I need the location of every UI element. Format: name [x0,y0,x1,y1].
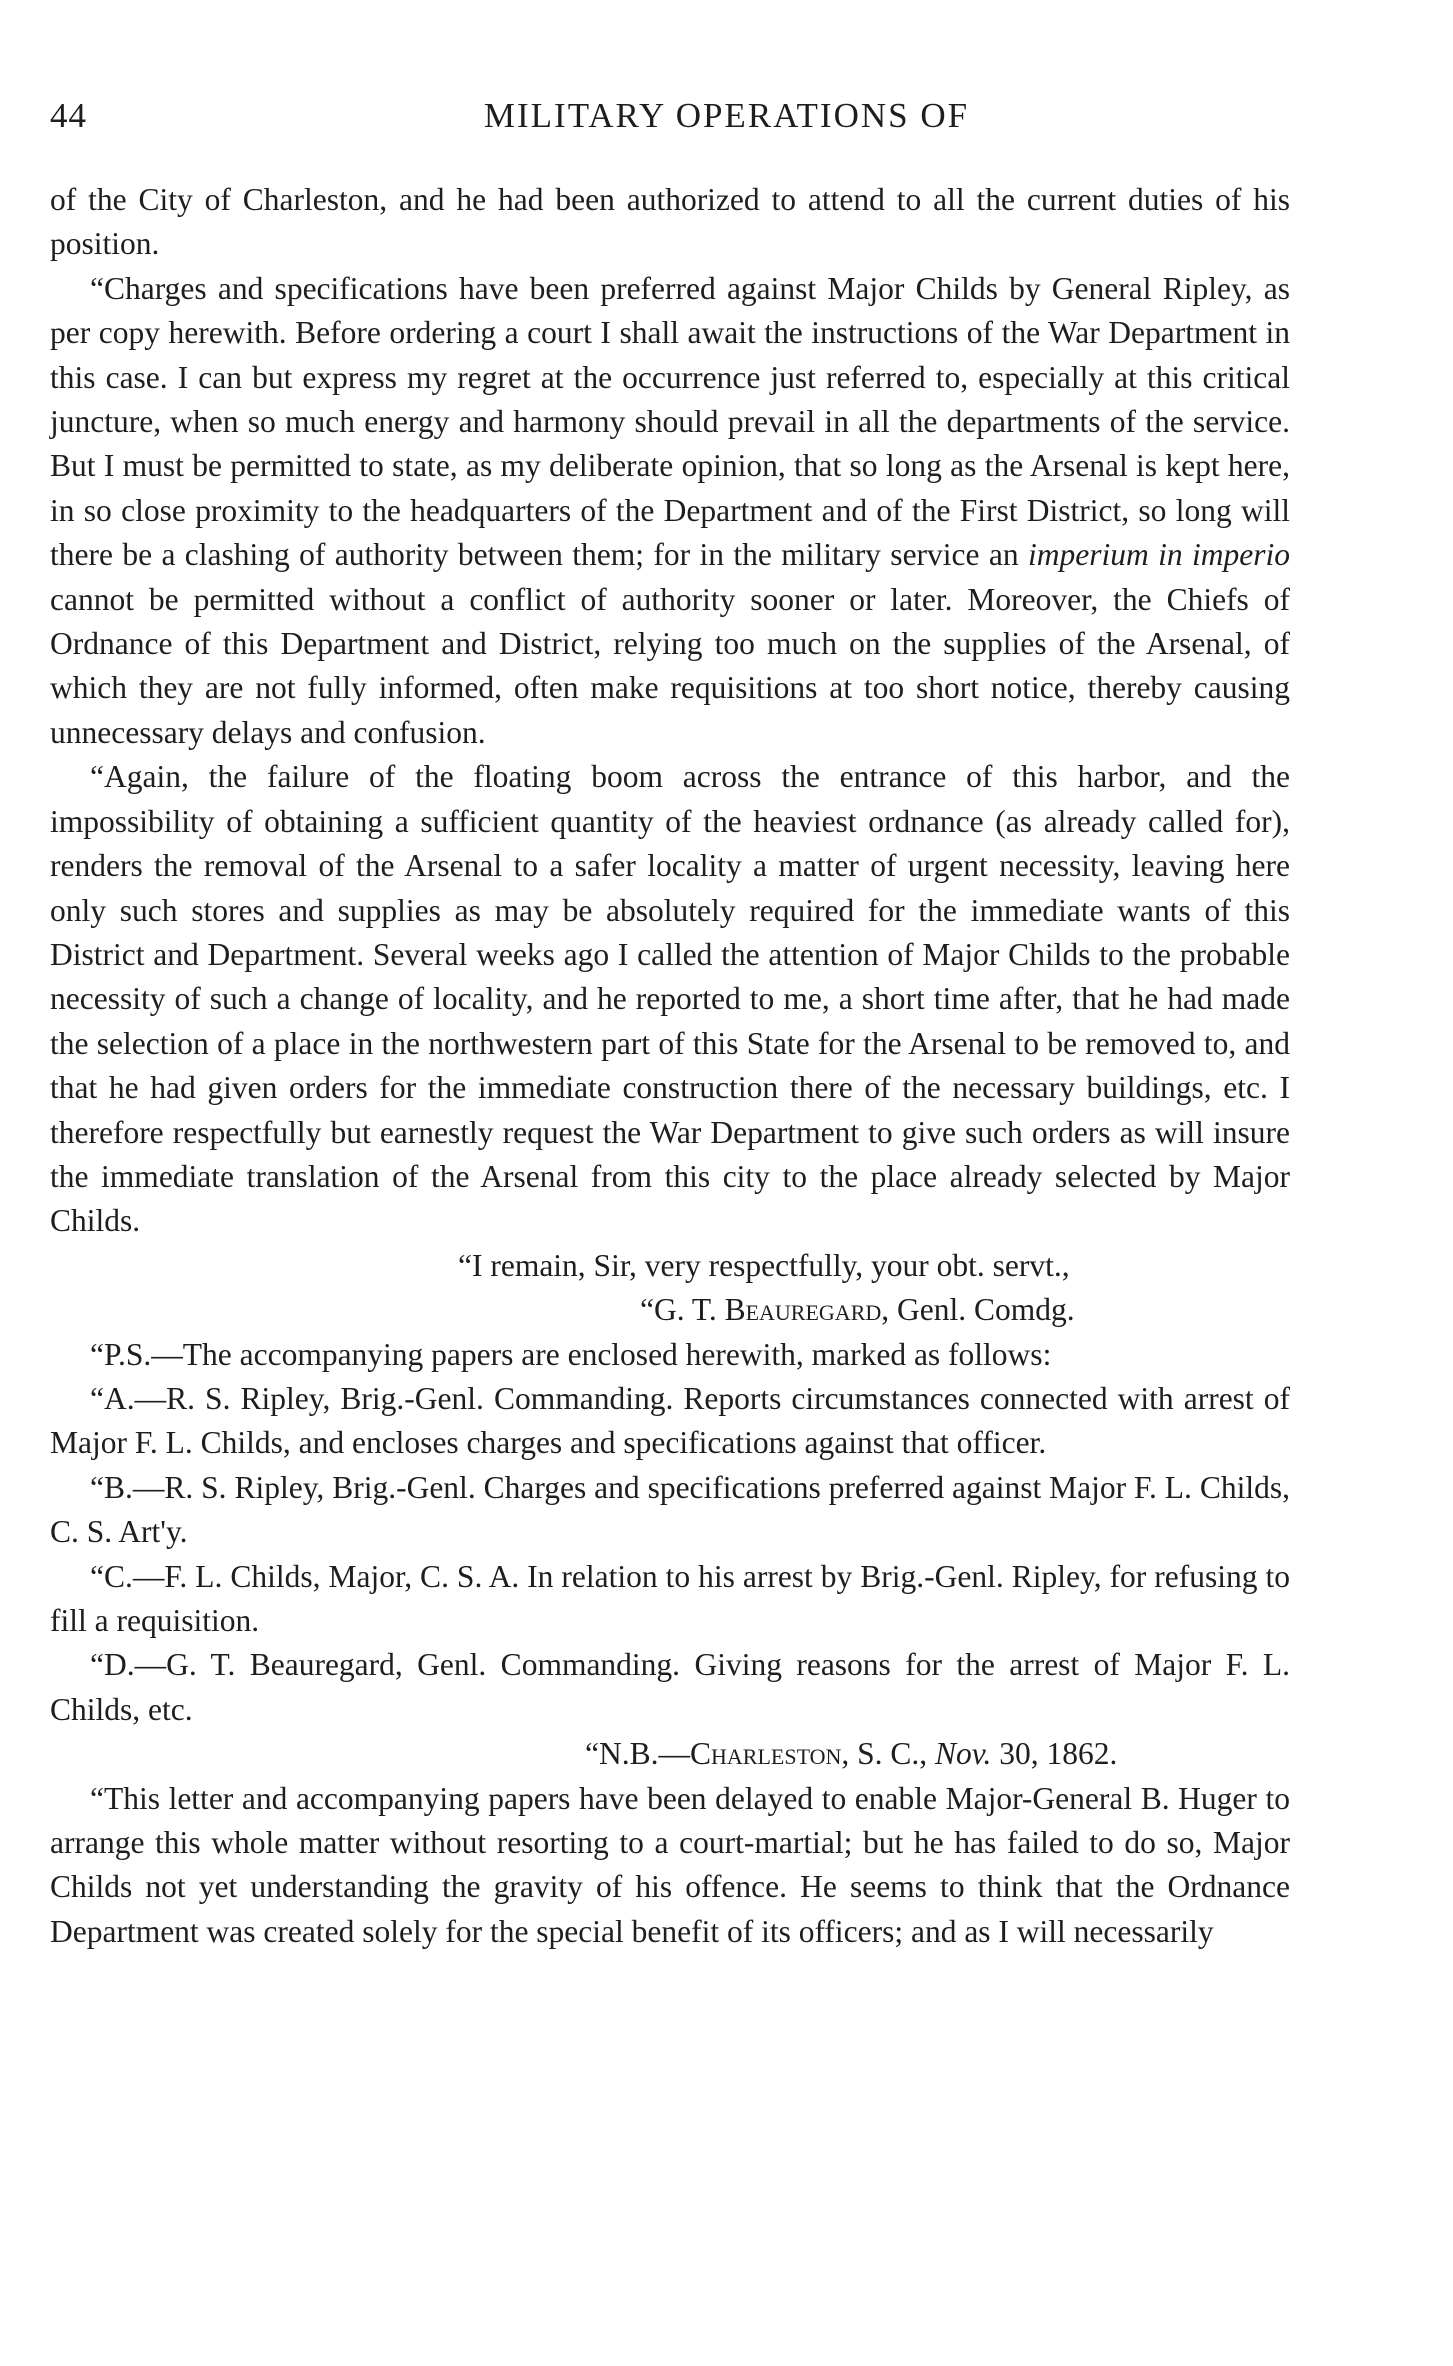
text-run: cannot be permitted without a conflict of authority sooner or later. Moreover, the Chiefs of Ordnance of this Department and District, relying too much on the supplies of the Arsenal, of which they are not fully informed, often make requisitions at too short notice, thereby causing unnecessary delays and confusion. [50,581,1290,750]
paragraph: “D.—G. T. Beauregard, Genl. Commanding. Giving reasons for the arrest of Major F. L. Childs, etc. [50,1647,1290,1727]
paragraph: “P.S.—The accompanying papers are enclosed herewith, marked as follows: [90,1336,1052,1372]
text-run: “N.B.— [585,1736,690,1772]
dateline [50,1732,1290,1776]
paragraph: “A.—R. S. Ripley, Brig.-Genl. Commanding. Reports circumstances connected with arrest of Major F. L. Childs, and encloses charges and specifications against that officer. [50,1380,1290,1461]
paragraph: “B.—R. S. Ripley, Brig.-Genl. Charges and specifications preferred against Major F. L. Childs, C. S. Art'y. [50,1469,1290,1550]
text-run: “Charges and specifications have been preferred against Major Childs by General Ripley, as per copy herewith. Before ordering a court I shall await the instructions of the War Department in this case. I can but express my regret at the occurrence just referred to, especially at this critical juncture, when so much energy and harmony should prevail in all the departments of the service. But I must be permitted to state, as my deliberate opinion, that so long as the Arsenal is kept here, in so close proximity to the headquarters of the Department and of the First District, so long will there be a clashing of authority between them; for in the military service an [50,270,1290,573]
closing-salutation: “I remain, Sir, very respectfully, your obt. servt., [458,1247,1070,1283]
paragraph: “Again, the failure of the floating boom across the entrance of this harbor, and the impossibility of obtaining a sufficient quantity of the heaviest ordnance (as already called for), renders the removal of the Arsenal to a safer locality a matter of urgent necessity, leaving here only such stores and supplies as may be absolutely required for the immediate wants of this District and Department. Several weeks ago I called the attention of Major Childs to the probable necessity of such a change of locality, and he reported to me, a short time after, that he had made the selection of a place in the northwestern part of this State for the Arsenal to be removed to, and that he had given orders for the immediate construction there of the necessary buildings, etc. I therefore respectfully but earnestly request the War Department to give such orders as will insure the immediate translation of the Arsenal from this city to the place already selected by Major Childs. [50,759,1290,1239]
paragraph: of the City of Charleston, and he had been authorized to attend to all the current duties of his position. [50,182,1290,262]
text-run: “G. T. [640,1292,717,1328]
running-title: MILITARY OPERATIONS OF [483,96,970,135]
signature-name: Beauregard, [724,1292,890,1328]
place-name: Charleston, [690,1736,850,1772]
text-run: Genl. Comdg. [897,1292,1075,1328]
signature-line [50,1288,1290,1332]
text-run: 30, 1862. [999,1736,1118,1772]
paragraph: “C.—F. L. Childs, Major, C. S. A. In relation to his arrest by Brig.-Genl. Ripley, for refusing to fill a requisition. [50,1558,1290,1638]
page-header [0,96,1453,146]
italic-phrase: imperium in imperio [1028,537,1291,573]
page-number: 44 [50,96,87,135]
paragraph [50,267,1290,755]
month: Nov. [935,1736,992,1772]
body-text [50,178,1290,1954]
text-run: S. C., [857,1736,928,1772]
paragraph: “This letter and accompanying papers have been delayed to enable Major-General B. Huger to arrange this whole matter without resorting to a court-martial; but he has failed to do so, Major Childs not yet understanding the gravity of his offence. He seems to think that the Ordnance Department was created solely for the special benefit of its officers; and as I will necessarily [50,1780,1290,1949]
